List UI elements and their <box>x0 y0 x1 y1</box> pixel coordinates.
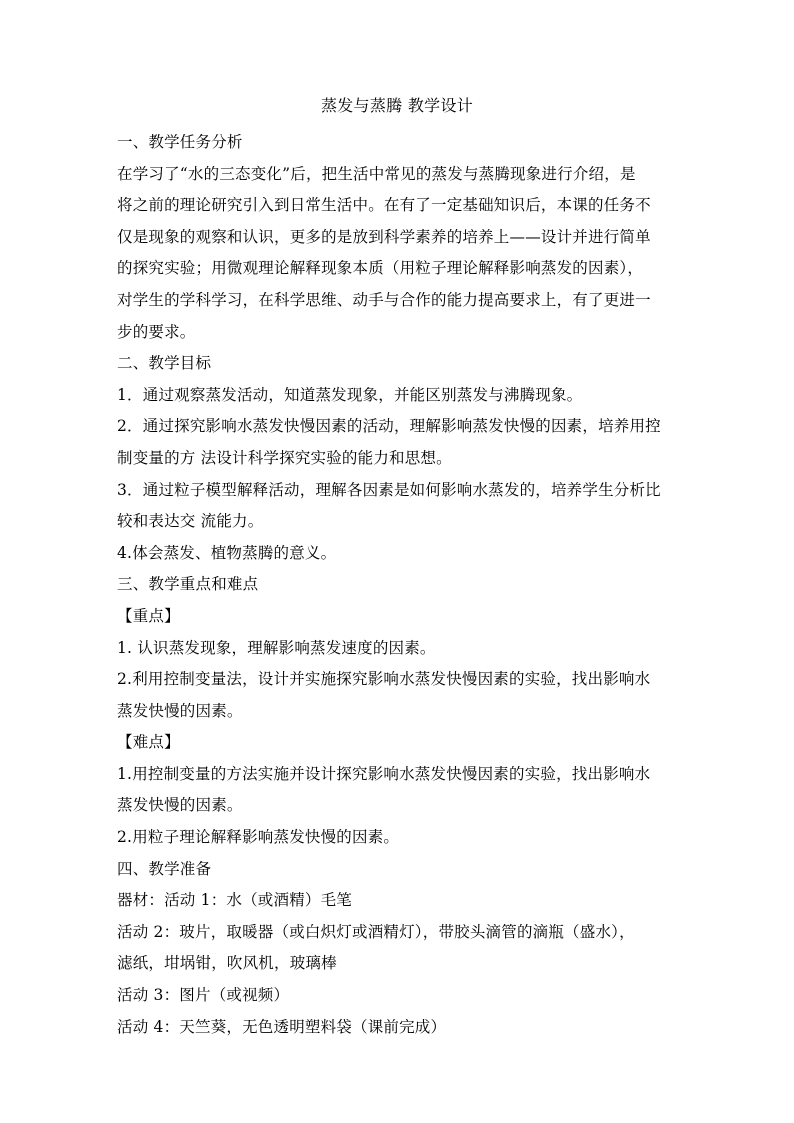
key-point-item: 1. 认识蒸发现象，理解影响蒸发速度的因素。 <box>117 638 436 657</box>
objective-item: 3．通过粒子模型解释活动，理解各因素是如何影响水蒸发的，培养学生分析比 <box>117 480 661 499</box>
document-title: 蒸发与蒸腾 教学设计 <box>320 96 474 115</box>
objective-item-continued: 较和表达交 流能力。 <box>117 512 264 531</box>
section-heading-key-points: 三、教学重点和难点 <box>117 575 259 594</box>
subheading-difficulty: 【难点】 <box>117 733 180 752</box>
paragraph-line: 步的要求。 <box>117 322 196 341</box>
paragraph-line: 对学生的学科学习，在科学思维、动手与合作的能力提高要求上，有了更进一 <box>117 290 651 309</box>
materials-line: 器材：活动 1：水（或酒精）毛笔 <box>117 891 352 910</box>
paragraph-line: 仅是现象的观察和认识，更多的是放到科学素养的培养上——设计并进行简单 <box>117 227 651 246</box>
paragraph-line: 在学习了“水的三态变化”后，把生活中常见的蒸发与蒸腾现象进行介绍，是 <box>117 164 636 183</box>
materials-line: 活动 2：玻片，取暖器（或白炽灯或酒精灯），带胶头滴管的滴瓶（盛水）， <box>117 922 635 941</box>
section-heading-task-analysis: 一、教学任务分析 <box>117 133 243 151</box>
section-heading-objectives: 二、教学目标 <box>117 354 212 373</box>
objective-item: 1．通过观察蒸发活动，知道蒸发现象，并能区别蒸发与沸腾现象。 <box>117 385 583 404</box>
key-point-item-continued: 蒸发快慢的因素。 <box>117 701 243 720</box>
paragraph-line: 将之前的理论研究引入到日常生活中。在有了一定基础知识后，本课的任务不 <box>117 196 651 215</box>
materials-line: 活动 4：天竺葵，无色透明塑料袋（课前完成） <box>117 1017 447 1036</box>
subheading-key-point: 【重点】 <box>117 606 180 625</box>
document-body <box>117 127 677 1043</box>
key-point-item: 2.利用控制变量法，设计并实施探究影响水蒸发快慢因素的实验，找出影响水 <box>117 670 651 689</box>
materials-line: 活动 3：图片（或视频） <box>117 986 290 1005</box>
objective-item: 2．通过探究影响水蒸发快慢因素的活动，理解影响蒸发快慢的因素，培养用控 <box>117 417 661 436</box>
objective-item: 4.体会蒸发、植物蒸腾的意义。 <box>117 543 337 562</box>
objective-item-continued: 制变量的方 法设计科学探究实验的能力和思想。 <box>117 448 452 467</box>
difficulty-item: 2.用粒子理论解释影响蒸发快慢的因素。 <box>117 828 400 847</box>
section-heading-preparation: 四、教学准备 <box>117 859 212 878</box>
materials-line-continued: 滤纸，坩埚钳，吹风机，玻璃棒 <box>117 954 337 973</box>
paragraph-line: 的探究实验；用微观理论解释现象本质（用粒子理论解释影响蒸发的因素）， <box>117 259 644 278</box>
difficulty-item: 1.用控制变量的方法实施并设计探究影响水蒸发快慢因素的实验，找出影响水 <box>117 764 651 783</box>
difficulty-item-continued: 蒸发快慢的因素。 <box>117 796 243 815</box>
